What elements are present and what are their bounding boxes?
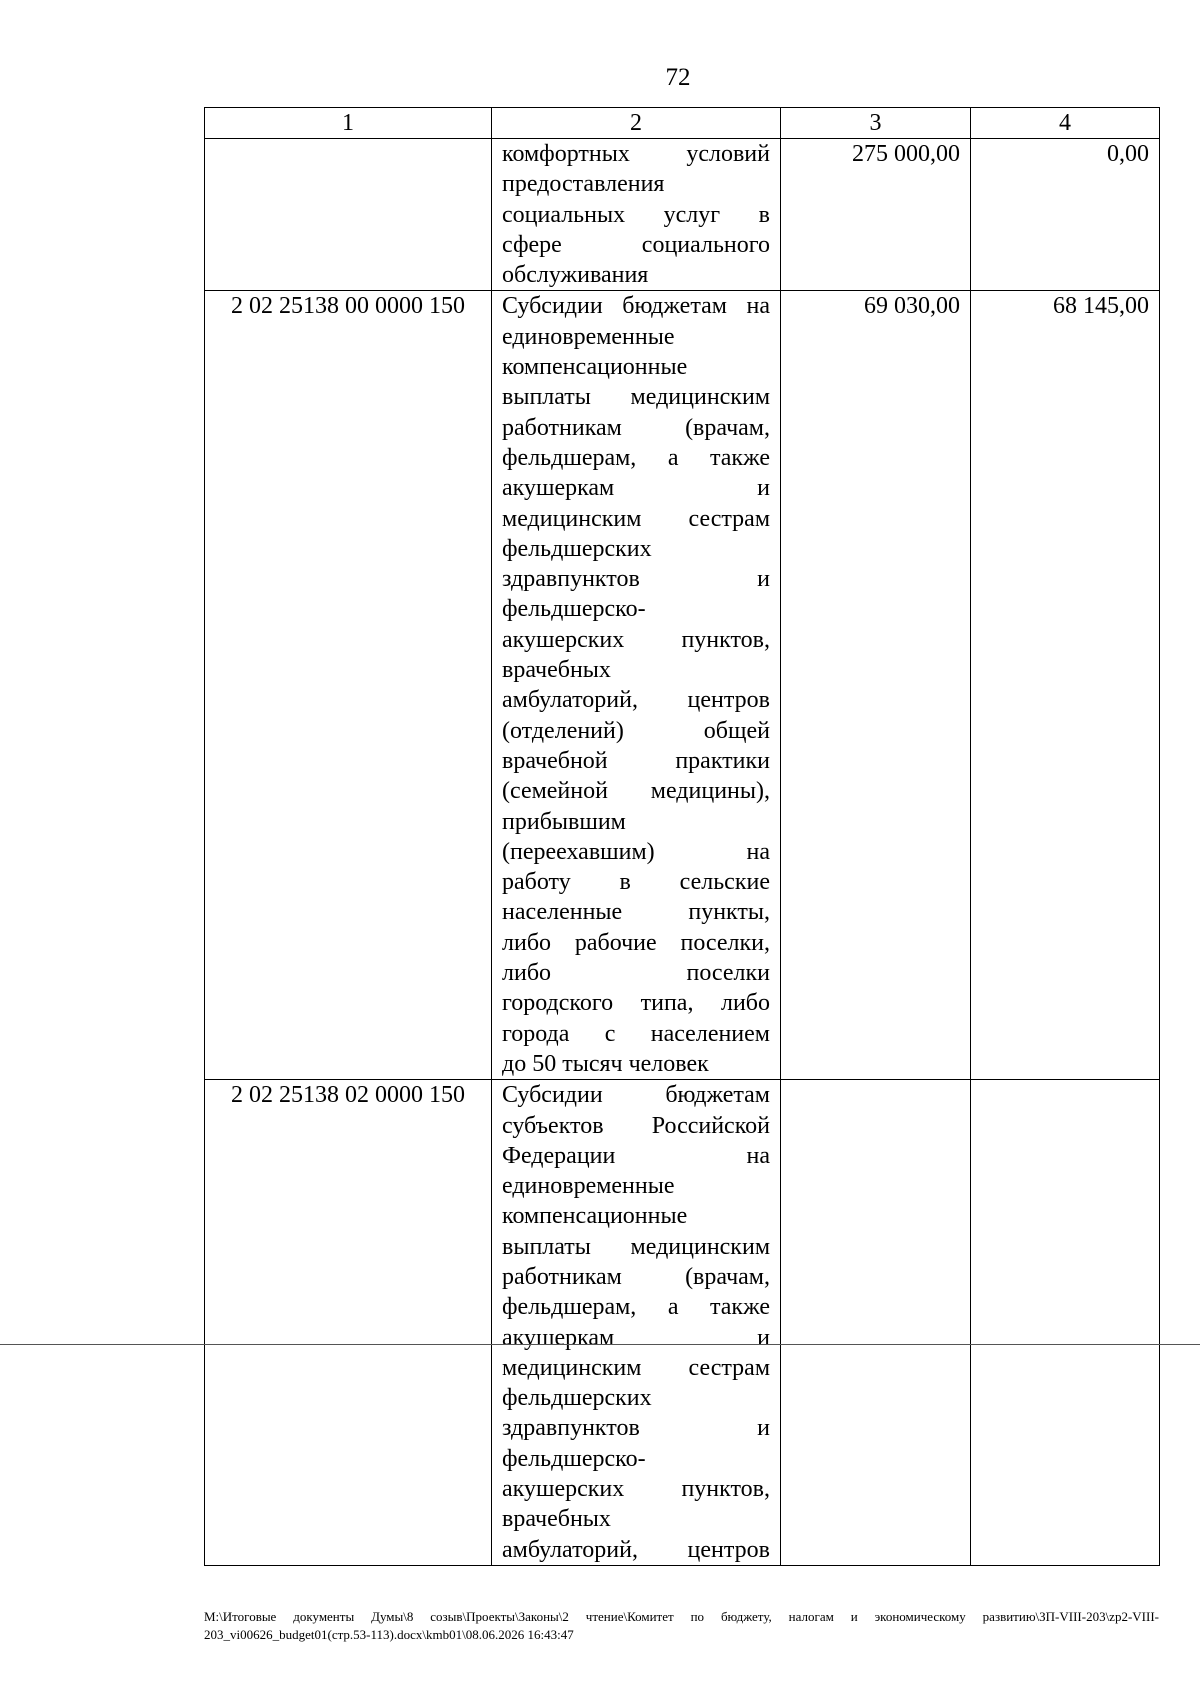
description-line: (семейной медицины), [502,778,770,805]
footer-line-1: M:\Итоговые документы Думы\8 созыв\Проекты\Законы\2 чтение\Комитет по бюджету, налогам и экономическому развитию\ЗП-VIII-203\zp2-VIII- [204,1609,1159,1624]
description-line: (переехавшим) на [502,838,770,865]
row-code: 2 02 25138 00 0000 150 [205,291,492,1080]
description-line: сфере социального [502,231,770,258]
description-line: города с населением [502,1020,770,1047]
description-line: предоставления [502,171,665,198]
row-amount-col4: 68 145,00 [971,291,1160,1080]
header-col-1: 1 [205,108,492,139]
header-col-4: 4 [971,108,1160,139]
row-amount-col3 [781,1080,971,1566]
description-line: медицинским сестрам [502,1354,770,1381]
description-line: (отделений) общей [502,717,770,744]
description-line: компенсационные [502,354,688,381]
description-line: фельдшерам, а также [502,1294,770,1321]
description-line: врачебных [502,1506,611,1533]
description-line: Федерации на [502,1142,770,1169]
row-code [205,139,492,291]
table-row [205,291,1160,1080]
description-line: акушеркам и [502,475,770,502]
description-line: фельдшерских [502,1385,652,1412]
description-line: медицинским сестрам [502,505,770,532]
table-row [205,1080,1160,1566]
row-description [492,139,781,291]
table-row [205,139,1160,291]
description-line: фельдшерам, а также [502,444,770,471]
description-line: амбулаторий, центров [502,687,770,714]
table-header-row [205,108,1160,139]
description-line: либо рабочие поселки, [502,929,770,956]
header-col-2: 2 [492,108,781,139]
description-line: фельдшерско- [502,1445,646,1472]
row-description [492,291,781,1080]
description-line: субъектов Российской [502,1112,770,1139]
description-line: фельдшерско- [502,596,646,623]
row-code: 2 02 25138 02 0000 150 [205,1080,492,1566]
description-line: акушерских пунктов, [502,1476,770,1503]
description-line: населенные пункты, [502,899,770,926]
row-description [492,1080,781,1566]
description-line: работникам (врачам, [502,1263,770,1290]
description-line: работу в сельские [502,869,770,896]
footer-file-path [204,1608,1159,1644]
description-line: прибывшим [502,808,626,835]
description-line: здравпунктов и [502,566,770,593]
page-number: 72 [665,64,691,91]
description-line: амбулаторий, центров [502,1536,770,1563]
cut-line [0,1344,1200,1345]
description-line: комфортных условий [502,141,770,167]
header-col-3: 3 [781,108,971,139]
description-line: работникам (врачам, [502,414,770,441]
description-line: выплаты медицинским [502,384,770,411]
description-line: здравпунктов и [502,1415,770,1442]
row-amount-col4: 0,00 [971,139,1160,291]
description-line: единовременные [502,323,675,350]
description-line: либо поселки [502,960,770,987]
description-line: фельдшерских [502,535,652,562]
description-line: обслуживания [502,262,649,289]
description-line: акушеркам и [502,1324,770,1351]
description-line: врачебных [502,657,611,684]
description-line: Субсидии бюджетам [502,1082,770,1109]
description-line: компенсационные [502,1203,688,1230]
description-line: Субсидии бюджетам на [502,293,770,320]
description-line: социальных услуг в [502,201,770,228]
description-line: единовременные [502,1173,675,1200]
row-amount-col3: 69 030,00 [781,291,971,1080]
description-line: акушерских пунктов, [502,626,770,653]
description-line: врачебной практики [502,747,770,774]
description-line: до 50 тысяч человек [502,1050,709,1077]
footer-line-2: 203_vi00626_budget01(стр.53-113).docx\kmb01\08.06.2026 16:43:47 [204,1627,574,1642]
row-amount-col3: 275 000,00 [781,139,971,291]
description-line: городского типа, либо [502,990,770,1017]
row-amount-col4 [971,1080,1160,1566]
description-line: выплаты медицинским [502,1233,770,1260]
budget-table [204,107,1160,1566]
